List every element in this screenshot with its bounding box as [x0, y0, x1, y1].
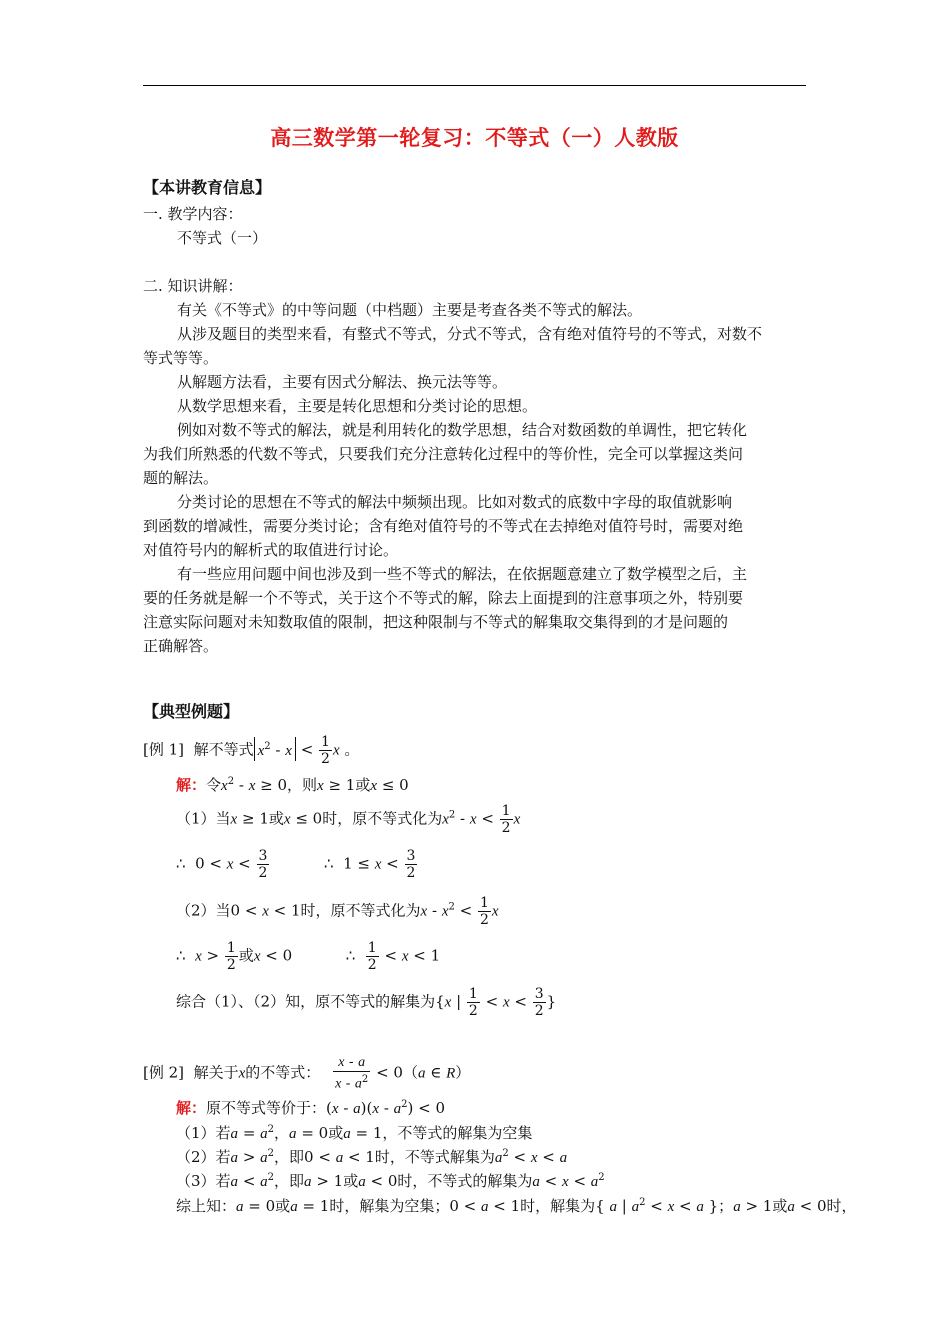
section-heading: 【本讲教育信息】 [143, 178, 272, 197]
example-1-case-2: （2）当0 < x < 1时，原不等式化为x - $x^2$ < $\frac{1}{2}$ x [176, 895, 499, 928]
paragraph-line: 为我们所熟悉的代数不等式，只要我们充分注意转化过程中的等价性，完全可以掌握这类问 [143, 445, 744, 463]
paragraph-line: 注意实际问题对未知数取值的限制，把这种限制与不等式的解集取交集得到的才是问题的 [143, 613, 729, 631]
example-1-case-1-result: ∴ 0 < x < $\frac{3}{2}$ ∴ 1 ≤ x < $\frac{3}{2}$ [176, 848, 416, 881]
example-1-prompt: [例 1] 解不等式 $x^2$ - x < $\frac{1}{2}$ x 。 [143, 734, 360, 767]
paragraph-line: 从涉及题目的类型来看，有整式不等式，分式不等式，含有绝对值符号的不等式，对数不 [177, 325, 763, 343]
paragraph-line: 要的任务就是解一个不等式，关于这个不等式的解，除去上面提到的注意事项之外，特别要 [143, 589, 744, 607]
paragraph-line: 对值符号内的解析式的取值进行讨论。 [143, 541, 399, 559]
paragraph-line: 有一些应用问题中间也涉及到一些不等式的解法，在依据题意建立了数学模型之后，主 [177, 565, 748, 583]
item-content: 不等式（一） [177, 229, 268, 247]
example-1-solution-line: 解：令$x^2 - x \ge 0$，则x ≥ 1或x ≤ 0 [176, 776, 409, 794]
paragraph-line: 等式等等。 [143, 349, 219, 367]
paragraph-line: 题的解法。 [143, 469, 219, 487]
section-heading: 【典型例题】 [143, 702, 240, 721]
paragraph-line: 分类讨论的思想在不等式的解法中频频出现。比如对数式的底数中字母的取值就影响 [177, 493, 733, 511]
example-2-summary: 综上知：a = 0或a = 1时，解集为空集；0 < a < 1时，解集为{ a | $a^2 < x < a$ }；a > 1或a < 0时， [176, 1197, 857, 1215]
paragraph-line: 到函数的增减性，需要分类讨论；含有绝对值符号的不等式在去掉绝对值符号时，需要对绝 [143, 517, 744, 535]
paragraph-line: 从解题方法看，主要有因式分解法、换元法等等。 [177, 373, 508, 391]
example-1-case-1: （1）当x ≥ 1或x ≤ 0时，原不等式化为$x^2$ - x < $\frac{1}{2}$ x [176, 803, 521, 836]
knowledge-paragraphs [143, 298, 809, 658]
item-label: 二. 知识讲解： [143, 277, 243, 295]
example-2-case-2: （2）若$a > a^2$，即0 < a < 1时，不等式解集为$a^2 < x < a$ [176, 1148, 568, 1166]
example-2-prompt: [例 2] 解关于x的不等式： $\frac{x - a}{x - a^2}$ < 0（a ∈ R） [143, 1054, 471, 1092]
example-2-solution-line: 解：原不等式等价于：$(x - a)(x - a^2) < 0$ [176, 1099, 446, 1117]
example-1-case-2-result: ∴ x > $\frac{1}{2}$ 或x < 0 ∴ $\frac{1}{2}$ < x < 1 [176, 940, 441, 973]
paragraph-line: 例如对数不等式的解法，就是利用转化的数学思想，结合对数函数的单调性，把它转化 [177, 421, 748, 439]
page-title: 高三数学第一轮复习：不等式（一）人教版 [270, 126, 679, 150]
header-rule [143, 85, 806, 86]
section-info [143, 176, 809, 658]
item-label: 一. 教学内容： [143, 205, 243, 223]
paragraph-line: 有关《不等式》的中等问题（中档题）主要是考查各类不等式的解法。 [177, 301, 643, 319]
example-2-case-1: （1）若$a = a^2$，a = 0或a = 1，不等式的解集为空集 [176, 1124, 533, 1142]
example-1-summary: 综合（1）、（2）知，原不等式的解集为{x | $\frac{1}{2}$ < x < $\frac{3}{2}$ } [176, 986, 557, 1019]
example-2-case-3: （3）若$a < a^2$，即a > 1或a < 0时，不等式的解集为$a < x < a^2$ [176, 1172, 605, 1190]
paragraph-line: 正确解答。 [143, 637, 219, 655]
section-examples [143, 700, 809, 724]
paragraph-line: 从数学思想来看，主要是转化思想和分类讨论的思想。 [177, 397, 538, 415]
